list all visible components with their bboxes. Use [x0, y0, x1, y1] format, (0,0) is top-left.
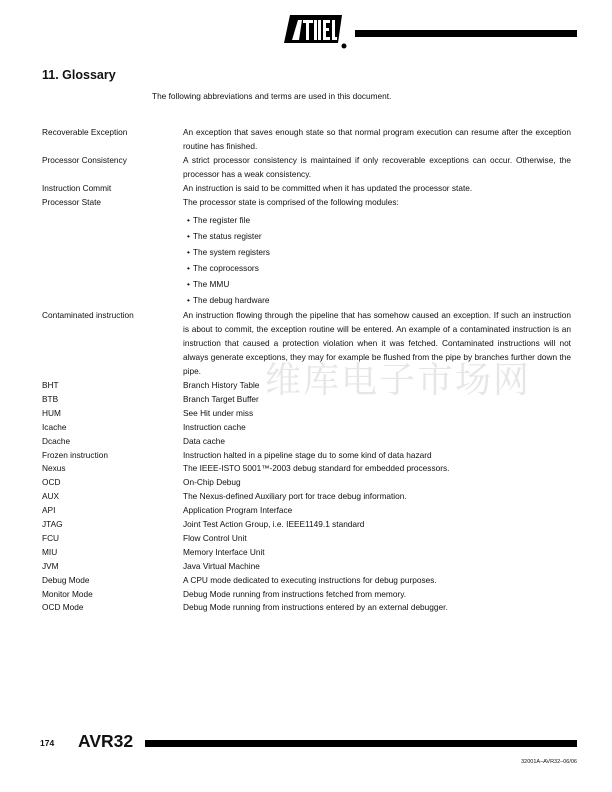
bullet-item: • The register file — [183, 212, 571, 228]
glossary-term: BHT — [42, 379, 59, 390]
glossary-definition — [183, 518, 571, 532]
glossary-entry — [42, 309, 571, 379]
glossary-term: Frozen instruction — [42, 449, 108, 460]
glossary-term: OCD — [42, 477, 61, 488]
glossary-definition — [183, 449, 571, 463]
glossary-entry — [42, 601, 571, 615]
definition-text: Debug Mode running from instructions fetched from memory. — [183, 588, 407, 599]
glossary-entry — [42, 393, 571, 407]
glossary-entry — [42, 421, 571, 435]
glossary-term: BTB — [42, 393, 59, 404]
glossary-entry — [42, 154, 571, 182]
glossary-entry — [42, 476, 571, 490]
glossary-definition — [183, 435, 571, 449]
glossary-entry — [42, 532, 571, 546]
glossary-term: AUX — [42, 491, 60, 502]
definition-text: An exception that saves enough state so that normal program execution can resume after the exception routine has finished. — [183, 127, 571, 151]
section-title: 11. Glossary — [42, 68, 116, 82]
glossary-definition — [183, 379, 571, 393]
glossary-definition — [183, 546, 571, 560]
bullet-list — [183, 212, 571, 308]
definition-text: A CPU mode dedicated to executing instructions for debug purposes. — [183, 574, 437, 585]
definition-text: Data cache — [183, 435, 225, 446]
glossary-term: JVM — [42, 560, 59, 571]
glossary-entry — [42, 462, 571, 476]
glossary-definition — [183, 421, 571, 435]
definition-text: An instruction is said to be committed when it has updated the processor state. — [183, 182, 473, 193]
product-name: AVR32 — [78, 731, 134, 751]
glossary-term: Dcache — [42, 435, 71, 446]
glossary-entry — [42, 407, 571, 421]
definition-text: Joint Test Action Group, i.e. IEEE1149.1 standard — [183, 519, 365, 530]
glossary-term: Debug Mode — [42, 574, 90, 585]
glossary-entry — [42, 560, 571, 574]
definition-text: Branch Target Buffer — [183, 393, 259, 404]
glossary-definition — [183, 476, 571, 490]
glossary-definition — [183, 490, 571, 504]
glossary-definition — [183, 601, 571, 615]
bullet-item: • The status register — [183, 228, 571, 244]
glossary-term: JTAG — [42, 519, 63, 530]
glossary-list — [42, 126, 571, 615]
glossary-entry — [42, 182, 571, 196]
glossary-term: Processor Consistency — [42, 154, 127, 165]
glossary-definition — [183, 462, 571, 476]
bullet-item: • The debug hardware — [183, 292, 571, 308]
definition-text: Debug Mode running from instructions entered by an external debugger. — [183, 602, 448, 613]
glossary-term: MIU — [42, 546, 58, 557]
glossary-entry — [42, 435, 571, 449]
glossary-entry — [42, 574, 571, 588]
glossary-term: OCD Mode — [42, 602, 84, 613]
glossary-definition — [183, 154, 571, 182]
glossary-entry — [42, 449, 571, 463]
atmel-logo — [282, 13, 348, 49]
header-rule — [355, 30, 577, 37]
page-number: 174 — [40, 738, 55, 748]
footer-rule — [145, 740, 577, 747]
glossary-term: FCU — [42, 532, 60, 543]
glossary-term: Monitor Mode — [42, 588, 93, 599]
glossary-entry — [42, 126, 571, 154]
glossary-term: HUM — [42, 407, 61, 418]
definition-text: Java Virtual Machine — [183, 560, 260, 571]
glossary-term: Contaminated instruction — [42, 310, 134, 321]
glossary-definition — [183, 407, 571, 421]
glossary-definition — [183, 574, 571, 588]
definition-text: An instruction flowing through the pipeline that has somehow caused an exception. If such an instruction is about to commit, the exception routine will be entered. An example of a contaminated instruction is an instruction that caused a protection violation when it was fetched. Contaminated instructions will not always generate exceptions, they may for example be flushed from the pipe by branches further down the pipe. — [183, 310, 571, 377]
bullet-item: • The MMU — [183, 276, 571, 292]
doc-number: 32001A–AVR32–06/06 — [521, 759, 577, 765]
glossary-definition — [183, 504, 571, 518]
definition-text: On-Chip Debug — [183, 477, 241, 488]
definition-text: See Hit under miss — [183, 407, 254, 418]
glossary-definition — [183, 182, 571, 196]
glossary-entry — [42, 518, 571, 532]
bullet-item: • The system registers — [183, 244, 571, 260]
definition-text: Memory Interface Unit — [183, 546, 265, 557]
glossary-entry — [42, 588, 571, 602]
glossary-definition — [183, 560, 571, 574]
glossary-term: Icache — [42, 421, 67, 432]
bullet-item: • The coprocessors — [183, 260, 571, 276]
glossary-definition — [183, 588, 571, 602]
definition-text: Branch History Table — [183, 379, 260, 390]
glossary-term: Recoverable Exception — [42, 127, 128, 137]
intro-text: The following abbreviations and terms are used in this document. — [152, 91, 392, 101]
definition-text: Instruction halted in a pipeline stage du to some kind of data hazard — [183, 449, 432, 460]
glossary-definition — [183, 196, 571, 310]
definition-text: Flow Control Unit — [183, 532, 247, 543]
glossary-definition — [183, 309, 571, 379]
glossary-term: Instruction Commit — [42, 182, 112, 193]
glossary-term: Nexus — [42, 463, 66, 474]
glossary-entry — [42, 379, 571, 393]
glossary-term: Processor State — [42, 196, 102, 207]
glossary-entry — [42, 546, 571, 560]
glossary-definition — [183, 532, 571, 546]
definition-text: The processor state is comprised of the following modules: — [183, 196, 399, 207]
definition-text: The Nexus-defined Auxiliary port for trace debug information. — [183, 491, 407, 502]
definition-text: Application Program Interface — [183, 505, 293, 516]
glossary-term: API — [42, 505, 56, 516]
glossary-entry — [42, 490, 571, 504]
glossary-definition — [183, 393, 571, 407]
glossary-definition — [183, 126, 571, 154]
definition-text: The IEEE-ISTO 5001™-2003 debug standard for embedded processors. — [183, 463, 450, 474]
definition-text: Instruction cache — [183, 421, 246, 432]
definition-text: A strict processor consistency is maintained if only recoverable exceptions can occur. Otherwise, the processor has a weak consistency. — [183, 154, 571, 179]
glossary-entry — [42, 504, 571, 518]
watermark: 维库电子市场网 — [265, 360, 532, 401]
glossary-entry — [42, 196, 571, 310]
